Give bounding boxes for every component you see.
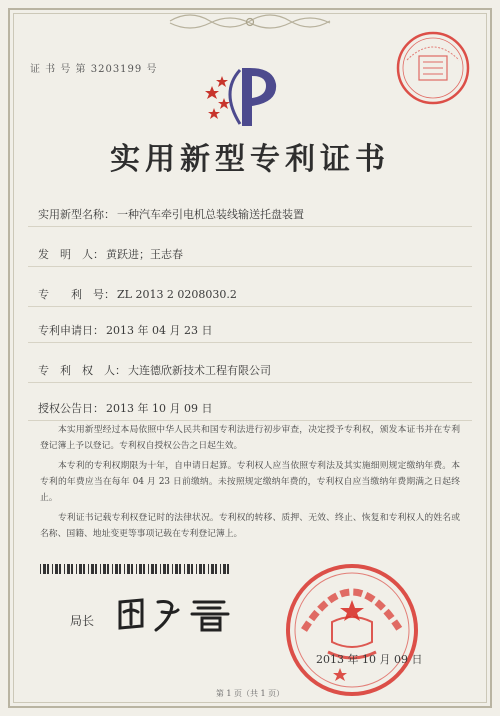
barcode-bar (79, 564, 82, 574)
certificate-title: 实用新型专利证书 (110, 142, 390, 177)
barcode-bar (223, 564, 226, 574)
barcode-bar (47, 564, 49, 574)
field-patent-number (38, 286, 237, 302)
barcode-bar (67, 564, 70, 574)
barcode-bar (40, 564, 41, 574)
field-label: 专利申请日： (38, 324, 104, 337)
barcode-bar (64, 564, 65, 574)
barcode-bar (160, 564, 161, 574)
barcode-bar (107, 564, 109, 574)
field-label: 授权公告日： (38, 402, 104, 415)
body-paragraph: 专利证书记载专利权登记时的法律状况。专利权的转移、质押、无效、终止、恢复和专利权人的姓名或名称、国籍、地址变更等事项记载在专利登记簿上。 (40, 513, 460, 539)
field-patentee (38, 362, 271, 378)
barcode-bar (83, 564, 85, 574)
body-paragraph: 本实用新型经过本局依照中华人民共和国专利法进行初步审查，决定授予专利权，颁发本证书并在专利登记簿上予以登记。专利权自授权公告之日起生效。 (40, 425, 460, 451)
barcode-bar (88, 564, 89, 574)
barcode-bar (127, 564, 130, 574)
certificate-number-label: 证 书 号 第 (30, 64, 87, 75)
certificate-number-suffix: 号 (146, 64, 158, 75)
divider (28, 226, 472, 227)
divider (28, 306, 472, 307)
barcode-bar (203, 564, 205, 574)
barcode-bar (167, 564, 169, 574)
field-grant-date (38, 400, 212, 416)
barcode-bar (208, 564, 209, 574)
field-value: 大连德欣新技术工程有限公司 (128, 364, 271, 377)
barcode-bar (136, 564, 137, 574)
field-value: 黄跃进；王志春 (106, 248, 183, 261)
barcode-bar (131, 564, 133, 574)
field-label: 专 利 号： (38, 288, 115, 301)
barcode-bar (55, 564, 58, 574)
field-value: 2013 年 10 月 09 日 (106, 402, 213, 415)
field-value: 2013 年 04 月 23 日 (106, 324, 213, 337)
divider (28, 420, 472, 421)
barcode-bar (211, 564, 214, 574)
barcode-bar (119, 564, 121, 574)
field-value: 一种汽车牵引电机总装线输送托盘装置 (117, 208, 304, 221)
barcode-bar (215, 564, 217, 574)
barcode-bar (124, 564, 125, 574)
barcode-bar (199, 564, 202, 574)
sign-date: 2013 年 10 月 09 日 (316, 653, 423, 666)
certificate-number-value: 3203199 (90, 64, 143, 75)
director-label: 局长 (70, 614, 95, 628)
national-patent-office-seal-icon (282, 560, 422, 700)
barcode-bar (52, 564, 53, 574)
field-label: 专 利 权 人： (38, 364, 126, 377)
barcode-bar (163, 564, 166, 574)
field-label: 发 明 人： (38, 248, 104, 261)
field-label: 实用新型名称： (38, 208, 115, 221)
patent-office-logo-icon (200, 62, 290, 132)
barcode-bar (196, 564, 197, 574)
barcode-bar (100, 564, 101, 574)
barcode-bar (91, 564, 94, 574)
barcode-bar (95, 564, 97, 574)
barcode-bar (172, 564, 173, 574)
barcode-bar (148, 564, 149, 574)
barcode-bar (115, 564, 118, 574)
barcode-icon (40, 564, 230, 574)
barcode-bar (187, 564, 190, 574)
field-application-date (38, 322, 212, 338)
body-paragraph: 本专利的专利权期限为十年，自申请日起算。专利权人应当依照专利法及其实施细则规定缴纳年费。本专利的年费应当在每年 04 月 23 日前缴纳。未按照规定缴纳年费的，专利权自应当缴纳年费期满之日起终止。 (40, 461, 460, 503)
top-ornament-icon (160, 9, 340, 33)
barcode-bar (139, 564, 142, 574)
barcode-bar (184, 564, 185, 574)
barcode-bar (112, 564, 113, 574)
divider (28, 382, 472, 383)
divider (28, 342, 472, 343)
field-utility-model-name (38, 206, 304, 222)
barcode-bar (76, 564, 77, 574)
barcode-bar (220, 564, 221, 574)
official-seal-top-icon (395, 30, 471, 106)
barcode-bar (43, 564, 46, 574)
field-value: ZL 2013 2 0208030.2 (117, 288, 237, 301)
page-number: 第 1 页（共 1 页） (215, 689, 285, 698)
barcode-bar (179, 564, 181, 574)
barcode-bar (227, 564, 229, 574)
director-signature-icon (112, 592, 242, 634)
barcode-bar (155, 564, 157, 574)
field-inventor (38, 246, 183, 262)
barcode-bar (191, 564, 193, 574)
barcode-bar (59, 564, 61, 574)
barcode-bar (151, 564, 154, 574)
barcode-bar (71, 564, 73, 574)
barcode-bar (143, 564, 145, 574)
barcode-bar (103, 564, 106, 574)
barcode-bar (175, 564, 178, 574)
divider (28, 266, 472, 267)
certificate-number (30, 60, 157, 75)
